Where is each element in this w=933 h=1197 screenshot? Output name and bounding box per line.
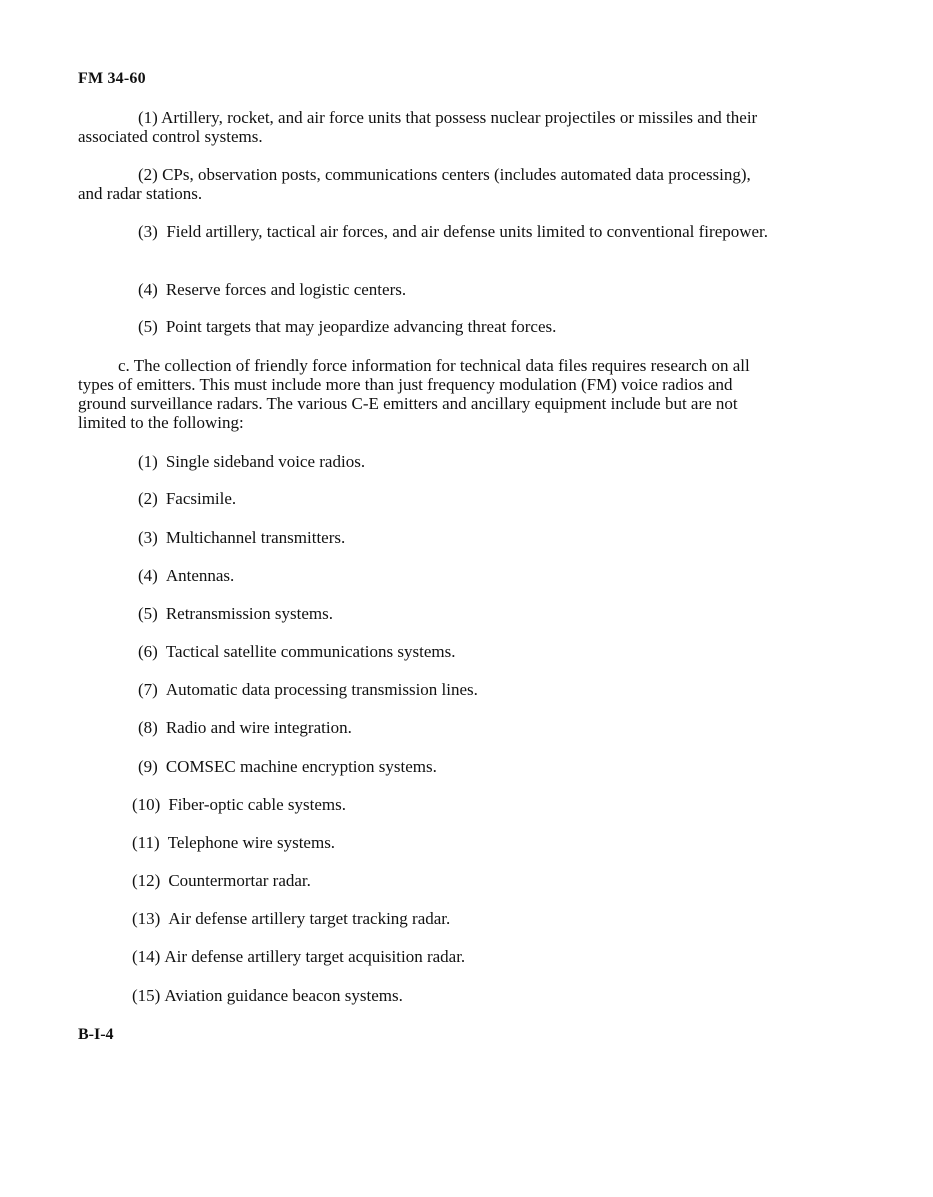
- emitter-item: [138, 604, 333, 623]
- emitter-item: [132, 947, 465, 966]
- emitter-item: [138, 680, 478, 699]
- list-item-text: Single sideband voice radios.: [165, 452, 366, 471]
- list-item-number: (8): [138, 718, 158, 737]
- list-item-text: Aviation guidance beacon systems.: [164, 986, 403, 1005]
- list-item-text: Telephone wire systems.: [167, 833, 336, 852]
- emitter-item: [132, 986, 403, 1005]
- emitter-item: [138, 642, 455, 661]
- list-item-top-1: [78, 108, 778, 146]
- list-item-number: (3): [138, 222, 158, 241]
- list-item-text: (2) CPs, observation posts, communications centers (includes automated data processing), and radar stations.: [78, 165, 751, 203]
- list-item-text: Automatic data processing transmission lines.: [165, 680, 478, 699]
- list-item-number: (1): [138, 452, 158, 471]
- list-item-number: (12): [132, 871, 161, 890]
- list-item-text: Air defense artillery target acquisition radar.: [164, 947, 466, 966]
- list-item-text: Tactical satellite communications systems.: [165, 642, 456, 661]
- list-item-number: (5): [138, 604, 158, 623]
- emitter-item: [138, 528, 345, 547]
- list-item-number: (11): [132, 833, 160, 852]
- list-item-text: Field artillery, tactical air forces, and air defense units limited to conventional firepower.: [166, 222, 769, 241]
- list-item-number: (4): [138, 566, 158, 585]
- list-item-number: (9): [138, 757, 158, 776]
- emitter-item: [138, 566, 234, 585]
- emitter-item: [132, 909, 450, 928]
- list-item-number: (14): [132, 947, 161, 966]
- emitter-item: [132, 795, 346, 814]
- list-item-number: (2): [138, 489, 158, 508]
- list-item-top-4: [138, 280, 406, 299]
- list-item-number: (5): [138, 317, 158, 336]
- list-item-text: Fiber-optic cable systems.: [168, 795, 346, 814]
- list-item-top-5: [138, 317, 556, 336]
- emitter-item: [132, 833, 335, 852]
- list-item-number: (4): [138, 280, 158, 299]
- paragraph-c: [78, 356, 778, 432]
- list-item-text: Countermortar radar.: [168, 871, 311, 890]
- list-item-top-3: [78, 222, 778, 241]
- list-item-text: (1) Artillery, rocket, and air force units that possess nuclear projectiles or missiles and their associated control systems.: [78, 108, 758, 146]
- list-item-text: Radio and wire integration.: [165, 718, 352, 737]
- emitter-item: [138, 489, 236, 508]
- paragraph-c-text: c. The collection of friendly force information for technical data files requires research on all types of emitters. This must include more than just frequency modulation (FM) voice radios and ground surveillance radars. The various C-E emitters and ancillary equipment include but are not limited to the following:: [78, 356, 750, 432]
- list-item-text: Retransmission systems.: [165, 604, 333, 623]
- emitter-item: [138, 718, 352, 737]
- page-footer: B-I-4: [78, 1026, 114, 1043]
- list-item-text: Reserve forces and logistic centers.: [165, 280, 407, 299]
- list-item-number: (15): [132, 986, 161, 1005]
- emitter-item: [138, 757, 437, 776]
- list-item-text: COMSEC machine encryption systems.: [165, 757, 437, 776]
- list-item-number: (6): [138, 642, 158, 661]
- emitter-item: [138, 452, 365, 471]
- emitter-item: [132, 871, 311, 890]
- list-item-number: (7): [138, 680, 158, 699]
- list-item-text: Antennas.: [165, 566, 235, 585]
- list-item-text: Facsimile.: [165, 489, 237, 508]
- list-item-number: (13): [132, 909, 161, 928]
- list-item-number: (10): [132, 795, 161, 814]
- page-header: FM 34-60: [78, 70, 146, 87]
- list-item-top-2: [78, 165, 778, 203]
- list-item-text: Multichannel transmitters.: [165, 528, 346, 547]
- list-item-text: Point targets that may jeopardize advancing threat forces.: [165, 317, 557, 336]
- list-item-text: Air defense artillery target tracking radar.: [168, 909, 451, 928]
- list-item-number: (3): [138, 528, 158, 547]
